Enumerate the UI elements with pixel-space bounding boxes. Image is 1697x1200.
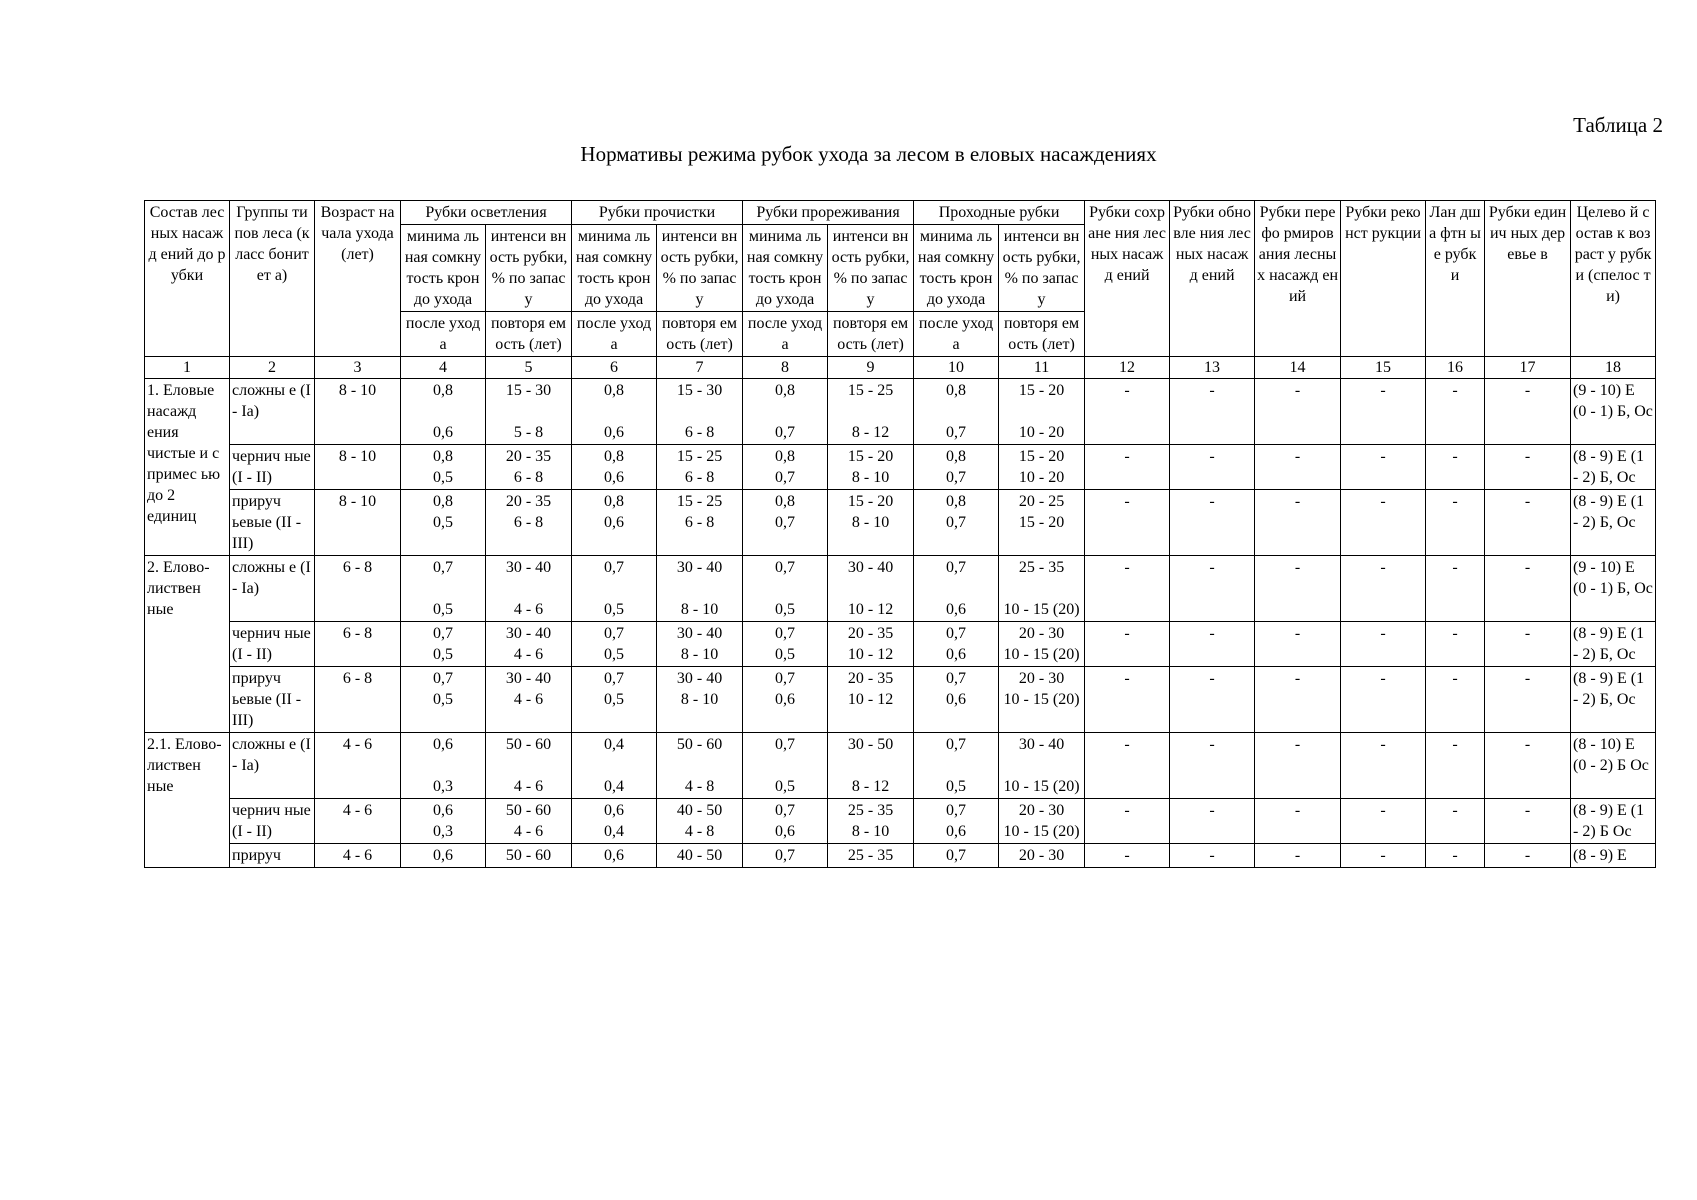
dash-cell: - xyxy=(1255,844,1341,868)
value-cell: 15 - 25 6 - 8 xyxy=(657,490,743,556)
value-cell: 0,8 0,7 xyxy=(743,379,828,445)
forest-type-cell: сложны е (I - Ia) xyxy=(230,733,315,799)
value-cell: 30 - 50 8 - 12 xyxy=(828,733,914,799)
dash-cell: - xyxy=(1170,622,1255,667)
dash-cell: - xyxy=(1341,445,1426,490)
value-cell: 0,8 0,6 xyxy=(572,445,657,490)
dash-cell: - xyxy=(1085,556,1170,622)
target-composition-cell: (8 - 9) Е (1 - 2) Б, Ос xyxy=(1571,490,1656,556)
start-age-cell: 8 - 10 xyxy=(315,490,401,556)
dash-cell: - xyxy=(1170,490,1255,556)
value-cell: 25 - 35 8 - 10 xyxy=(828,799,914,844)
target-composition-cell: (8 - 9) Е xyxy=(1571,844,1656,868)
forest-type-cell: прируч ьевые (II - III) xyxy=(230,667,315,733)
value-cell: 50 - 60 xyxy=(486,844,572,868)
value-cell: 0,8 0,6 xyxy=(572,379,657,445)
table-row xyxy=(145,556,1656,622)
dash-cell: - xyxy=(1170,844,1255,868)
value-cell: 30 - 40 4 - 6 xyxy=(486,622,572,667)
value-cell: 0,7 0,6 xyxy=(914,667,999,733)
value-cell: 0,7 xyxy=(914,844,999,868)
dash-cell: - xyxy=(1485,733,1571,799)
value-cell: 0,6 0,4 xyxy=(572,799,657,844)
table-row xyxy=(145,379,1656,445)
value-cell: 0,7 0,5 xyxy=(743,733,828,799)
value-cell: 0,7 0,6 xyxy=(743,667,828,733)
forest-type-cell: прируч xyxy=(230,844,315,868)
value-cell: 30 - 40 4 - 6 xyxy=(486,667,572,733)
composition-cell: 2. Елово- листвен ные xyxy=(145,556,230,733)
after-care-header: после ухода xyxy=(401,312,486,357)
value-cell: 30 - 40 8 - 10 xyxy=(657,556,743,622)
target-composition-cell: (9 - 10) Е (0 - 1) Б, Ос xyxy=(1571,556,1656,622)
value-cell: 20 - 35 10 - 12 xyxy=(828,667,914,733)
col-start-age-header: Возраст начала ухода (лет) xyxy=(315,201,401,357)
dash-cell: - xyxy=(1426,556,1485,622)
reforming-header: Рубки перефо рмиров ания лесных насажд ений xyxy=(1255,201,1341,357)
value-cell: 50 - 60 4 - 6 xyxy=(486,799,572,844)
value-cell: 20 - 35 6 - 8 xyxy=(486,490,572,556)
composition-cell: 1. Еловые насажд ения чистые и с примес ью до 2 единиц xyxy=(145,379,230,556)
value-cell: 15 - 25 6 - 8 xyxy=(657,445,743,490)
dash-cell: - xyxy=(1485,445,1571,490)
column-number: 11 xyxy=(999,357,1085,379)
value-cell: 50 - 60 4 - 6 xyxy=(486,733,572,799)
table-number: Таблица 2 xyxy=(1573,113,1663,137)
forest-type-cell: сложны е (I - Ia) xyxy=(230,556,315,622)
dash-cell: - xyxy=(1085,844,1170,868)
value-cell: 0,8 0,7 xyxy=(914,379,999,445)
value-cell: 15 - 20 10 - 20 xyxy=(999,445,1085,490)
after-care-header: после ухода xyxy=(572,312,657,357)
value-cell: 0,8 0,7 xyxy=(914,445,999,490)
min-density-header: минима льная сомкну тость крон до ухода xyxy=(401,225,486,312)
value-cell: 0,7 0,5 xyxy=(572,556,657,622)
target-composition-cell: (8 - 9) Е (1 - 2) Б, Ос xyxy=(1571,667,1656,733)
dash-cell: - xyxy=(1485,379,1571,445)
dash-cell: - xyxy=(1426,379,1485,445)
dash-cell: - xyxy=(1255,490,1341,556)
dash-cell: - xyxy=(1341,733,1426,799)
value-cell: 20 - 30 10 - 15 (20) xyxy=(999,799,1085,844)
renewal-header: Рубки обновле ния лесных насажд ений xyxy=(1170,201,1255,357)
column-number: 4 xyxy=(401,357,486,379)
target-composition-cell: (8 - 9) Е (1 - 2) Б, Ос xyxy=(1571,622,1656,667)
table-title: Нормативы режима рубок ухода за лесом в еловых насаждениях xyxy=(580,142,1157,166)
value-cell: 0,8 0,7 xyxy=(743,490,828,556)
col-composition-header: Состав лесных насажд ений до рубки xyxy=(145,201,230,357)
dash-cell: - xyxy=(1255,667,1341,733)
dash-cell: - xyxy=(1085,799,1170,844)
value-cell: 25 - 35 10 - 15 (20) xyxy=(999,556,1085,622)
value-cell: 0,8 0,7 xyxy=(743,445,828,490)
value-cell: 30 - 40 10 - 15 (20) xyxy=(999,733,1085,799)
target-composition-cell: (9 - 10) Е (0 - 1) Б, Ос xyxy=(1571,379,1656,445)
dash-cell: - xyxy=(1485,844,1571,868)
column-number: 2 xyxy=(230,357,315,379)
value-cell: 0,6 0,3 xyxy=(401,799,486,844)
dash-cell: - xyxy=(1085,667,1170,733)
min-density-header: минима льная сомкну тость крон до ухода xyxy=(914,225,999,312)
value-cell: 15 - 30 5 - 8 xyxy=(486,379,572,445)
column-number: 1 xyxy=(145,357,230,379)
value-cell: 0,8 0,5 xyxy=(401,445,486,490)
column-number: 14 xyxy=(1255,357,1341,379)
dash-cell: - xyxy=(1170,556,1255,622)
repeat-header: повторя емость (лет) xyxy=(657,312,743,357)
dash-cell: - xyxy=(1170,445,1255,490)
value-cell: 15 - 20 8 - 10 xyxy=(828,490,914,556)
column-number: 8 xyxy=(743,357,828,379)
column-number: 16 xyxy=(1426,357,1485,379)
start-age-cell: 4 - 6 xyxy=(315,733,401,799)
value-cell: 30 - 40 8 - 10 xyxy=(657,667,743,733)
value-cell: 20 - 25 15 - 20 xyxy=(999,490,1085,556)
dash-cell: - xyxy=(1485,622,1571,667)
value-cell: 40 - 50 4 - 8 xyxy=(657,799,743,844)
repeat-header: повторя емость (лет) xyxy=(828,312,914,357)
dash-cell: - xyxy=(1426,490,1485,556)
after-care-header: после ухода xyxy=(914,312,999,357)
value-cell: 30 - 40 10 - 12 xyxy=(828,556,914,622)
start-age-cell: 6 - 8 xyxy=(315,556,401,622)
dash-cell: - xyxy=(1426,844,1485,868)
dash-cell: - xyxy=(1485,799,1571,844)
table-row xyxy=(145,445,1656,490)
dash-cell: - xyxy=(1255,556,1341,622)
table-row xyxy=(145,490,1656,556)
repeat-header: повторя емость (лет) xyxy=(999,312,1085,357)
dash-cell: - xyxy=(1341,799,1426,844)
value-cell: 20 - 30 xyxy=(999,844,1085,868)
reconstruction-header: Рубки реконст рукции xyxy=(1341,201,1426,357)
value-cell: 0,7 0,5 xyxy=(743,622,828,667)
value-cell: 0,6 xyxy=(401,844,486,868)
dash-cell: - xyxy=(1485,490,1571,556)
repeat-header: повторя емость (лет) xyxy=(486,312,572,357)
column-number: 9 xyxy=(828,357,914,379)
column-number-row xyxy=(145,357,1656,379)
dash-cell: - xyxy=(1255,799,1341,844)
value-cell: 0,7 0,6 xyxy=(914,622,999,667)
column-number: 17 xyxy=(1485,357,1571,379)
dash-cell: - xyxy=(1341,379,1426,445)
composition-cell: 2.1. Елово- листвен ные xyxy=(145,733,230,868)
value-cell: 15 - 20 8 - 10 xyxy=(828,445,914,490)
target-composition-cell: (8 - 10) Е (0 - 2) Б Ос xyxy=(1571,733,1656,799)
start-age-cell: 8 - 10 xyxy=(315,445,401,490)
dash-cell: - xyxy=(1426,733,1485,799)
value-cell: 0,7 0,5 xyxy=(572,667,657,733)
value-cell: 0,6 xyxy=(572,844,657,868)
dash-cell: - xyxy=(1085,733,1170,799)
value-cell: 20 - 35 10 - 12 xyxy=(828,622,914,667)
dash-cell: - xyxy=(1170,799,1255,844)
intensity-header: интенси вность рубки, % по запасу xyxy=(999,225,1085,312)
column-number: 15 xyxy=(1341,357,1426,379)
value-cell: 0,7 0,6 xyxy=(914,799,999,844)
dash-cell: - xyxy=(1255,733,1341,799)
table-row xyxy=(145,844,1656,868)
value-cell: 20 - 30 10 - 15 (20) xyxy=(999,622,1085,667)
dash-cell: - xyxy=(1426,667,1485,733)
forest-type-cell: чернич ные (I - II) xyxy=(230,445,315,490)
value-cell: 0,8 0,5 xyxy=(401,490,486,556)
intensity-header: интенси вность рубки, % по запасу xyxy=(486,225,572,312)
column-number: 5 xyxy=(486,357,572,379)
dash-cell: - xyxy=(1341,556,1426,622)
column-number: 3 xyxy=(315,357,401,379)
value-cell: 0,7 0,6 xyxy=(914,556,999,622)
dash-cell: - xyxy=(1485,667,1571,733)
dash-cell: - xyxy=(1085,490,1170,556)
column-number: 7 xyxy=(657,357,743,379)
single-trees-header: Рубки единич ных деревье в xyxy=(1485,201,1571,357)
dash-cell: - xyxy=(1341,490,1426,556)
dash-cell: - xyxy=(1085,622,1170,667)
intensity-header: интенси вность рубки, % по запасу xyxy=(657,225,743,312)
start-age-cell: 4 - 6 xyxy=(315,799,401,844)
forest-type-cell: сложны е (I - Ia) xyxy=(230,379,315,445)
value-cell: 0,7 xyxy=(743,844,828,868)
column-number: 18 xyxy=(1571,357,1656,379)
cleaning-header: Рубки прочистки xyxy=(572,201,743,225)
dash-cell: - xyxy=(1255,445,1341,490)
landscape-header: Лан дша фтн ые рубк и xyxy=(1426,201,1485,357)
dash-cell: - xyxy=(1255,622,1341,667)
dash-cell: - xyxy=(1341,622,1426,667)
value-cell: 15 - 30 6 - 8 xyxy=(657,379,743,445)
value-cell: 0,7 0,5 xyxy=(401,667,486,733)
preservation-header: Рубки сохране ния лесных насажд ений xyxy=(1085,201,1170,357)
col-forest-type-header: Группы типов леса (класс бонитет а) xyxy=(230,201,315,357)
value-cell: 50 - 60 4 - 8 xyxy=(657,733,743,799)
value-cell: 30 - 40 4 - 6 xyxy=(486,556,572,622)
table-row xyxy=(145,622,1656,667)
column-number: 12 xyxy=(1085,357,1170,379)
forest-type-cell: прируч ьевые (II - III) xyxy=(230,490,315,556)
value-cell: 0,8 0,6 xyxy=(401,379,486,445)
min-density-header: минима льная сомкну тость крон до ухода xyxy=(572,225,657,312)
value-cell: 0,7 0,6 xyxy=(743,799,828,844)
value-cell: 0,7 0,5 xyxy=(743,556,828,622)
forest-type-cell: чернич ные (I - II) xyxy=(230,622,315,667)
value-cell: 20 - 35 6 - 8 xyxy=(486,445,572,490)
value-cell: 15 - 25 8 - 12 xyxy=(828,379,914,445)
dash-cell: - xyxy=(1485,556,1571,622)
value-cell: 0,6 0,3 xyxy=(401,733,486,799)
value-cell: 0,4 0,4 xyxy=(572,733,657,799)
target-composition-cell: (8 - 9) Е (1 - 2) Б, Ос xyxy=(1571,445,1656,490)
dash-cell: - xyxy=(1170,667,1255,733)
table-row xyxy=(145,733,1656,799)
start-age-cell: 6 - 8 xyxy=(315,622,401,667)
column-number: 13 xyxy=(1170,357,1255,379)
start-age-cell: 6 - 8 xyxy=(315,667,401,733)
value-cell: 0,7 0,5 xyxy=(914,733,999,799)
value-cell: 25 - 35 xyxy=(828,844,914,868)
start-age-cell: 4 - 6 xyxy=(315,844,401,868)
value-cell: 20 - 30 10 - 15 (20) xyxy=(999,667,1085,733)
dash-cell: - xyxy=(1341,844,1426,868)
column-number: 6 xyxy=(572,357,657,379)
thinning-header: Рубки прореживания xyxy=(743,201,914,225)
dash-cell: - xyxy=(1170,733,1255,799)
value-cell: 30 - 40 8 - 10 xyxy=(657,622,743,667)
value-cell: 0,8 0,6 xyxy=(572,490,657,556)
value-cell: 40 - 50 xyxy=(657,844,743,868)
intensity-header: интенси вность рубки, % по запасу xyxy=(828,225,914,312)
table-row xyxy=(145,799,1656,844)
column-number: 10 xyxy=(914,357,999,379)
forest-type-cell: чернич ные (I - II) xyxy=(230,799,315,844)
dash-cell: - xyxy=(1085,379,1170,445)
dash-cell: - xyxy=(1426,445,1485,490)
target-header: Целево й состав к возраст у рубки (спелос ти) xyxy=(1571,201,1656,357)
passing-header: Проходные рубки xyxy=(914,201,1085,225)
after-care-header: после ухода xyxy=(743,312,828,357)
dash-cell: - xyxy=(1426,799,1485,844)
value-cell: 15 - 20 10 - 20 xyxy=(999,379,1085,445)
norms-table xyxy=(144,200,1656,868)
dash-cell: - xyxy=(1426,622,1485,667)
value-cell: 0,8 0,7 xyxy=(914,490,999,556)
min-density-header: минима льная сомкну тость крон до ухода xyxy=(743,225,828,312)
dash-cell: - xyxy=(1085,445,1170,490)
value-cell: 0,7 0,5 xyxy=(572,622,657,667)
dash-cell: - xyxy=(1255,379,1341,445)
target-composition-cell: (8 - 9) Е (1 - 2) Б Ос xyxy=(1571,799,1656,844)
table-row xyxy=(145,667,1656,733)
dash-cell: - xyxy=(1341,667,1426,733)
value-cell: 0,7 0,5 xyxy=(401,622,486,667)
start-age-cell: 8 - 10 xyxy=(315,379,401,445)
value-cell: 0,7 0,5 xyxy=(401,556,486,622)
dash-cell: - xyxy=(1170,379,1255,445)
header-row-1 xyxy=(145,201,1656,225)
lightening-header: Рубки осветления xyxy=(401,201,572,225)
